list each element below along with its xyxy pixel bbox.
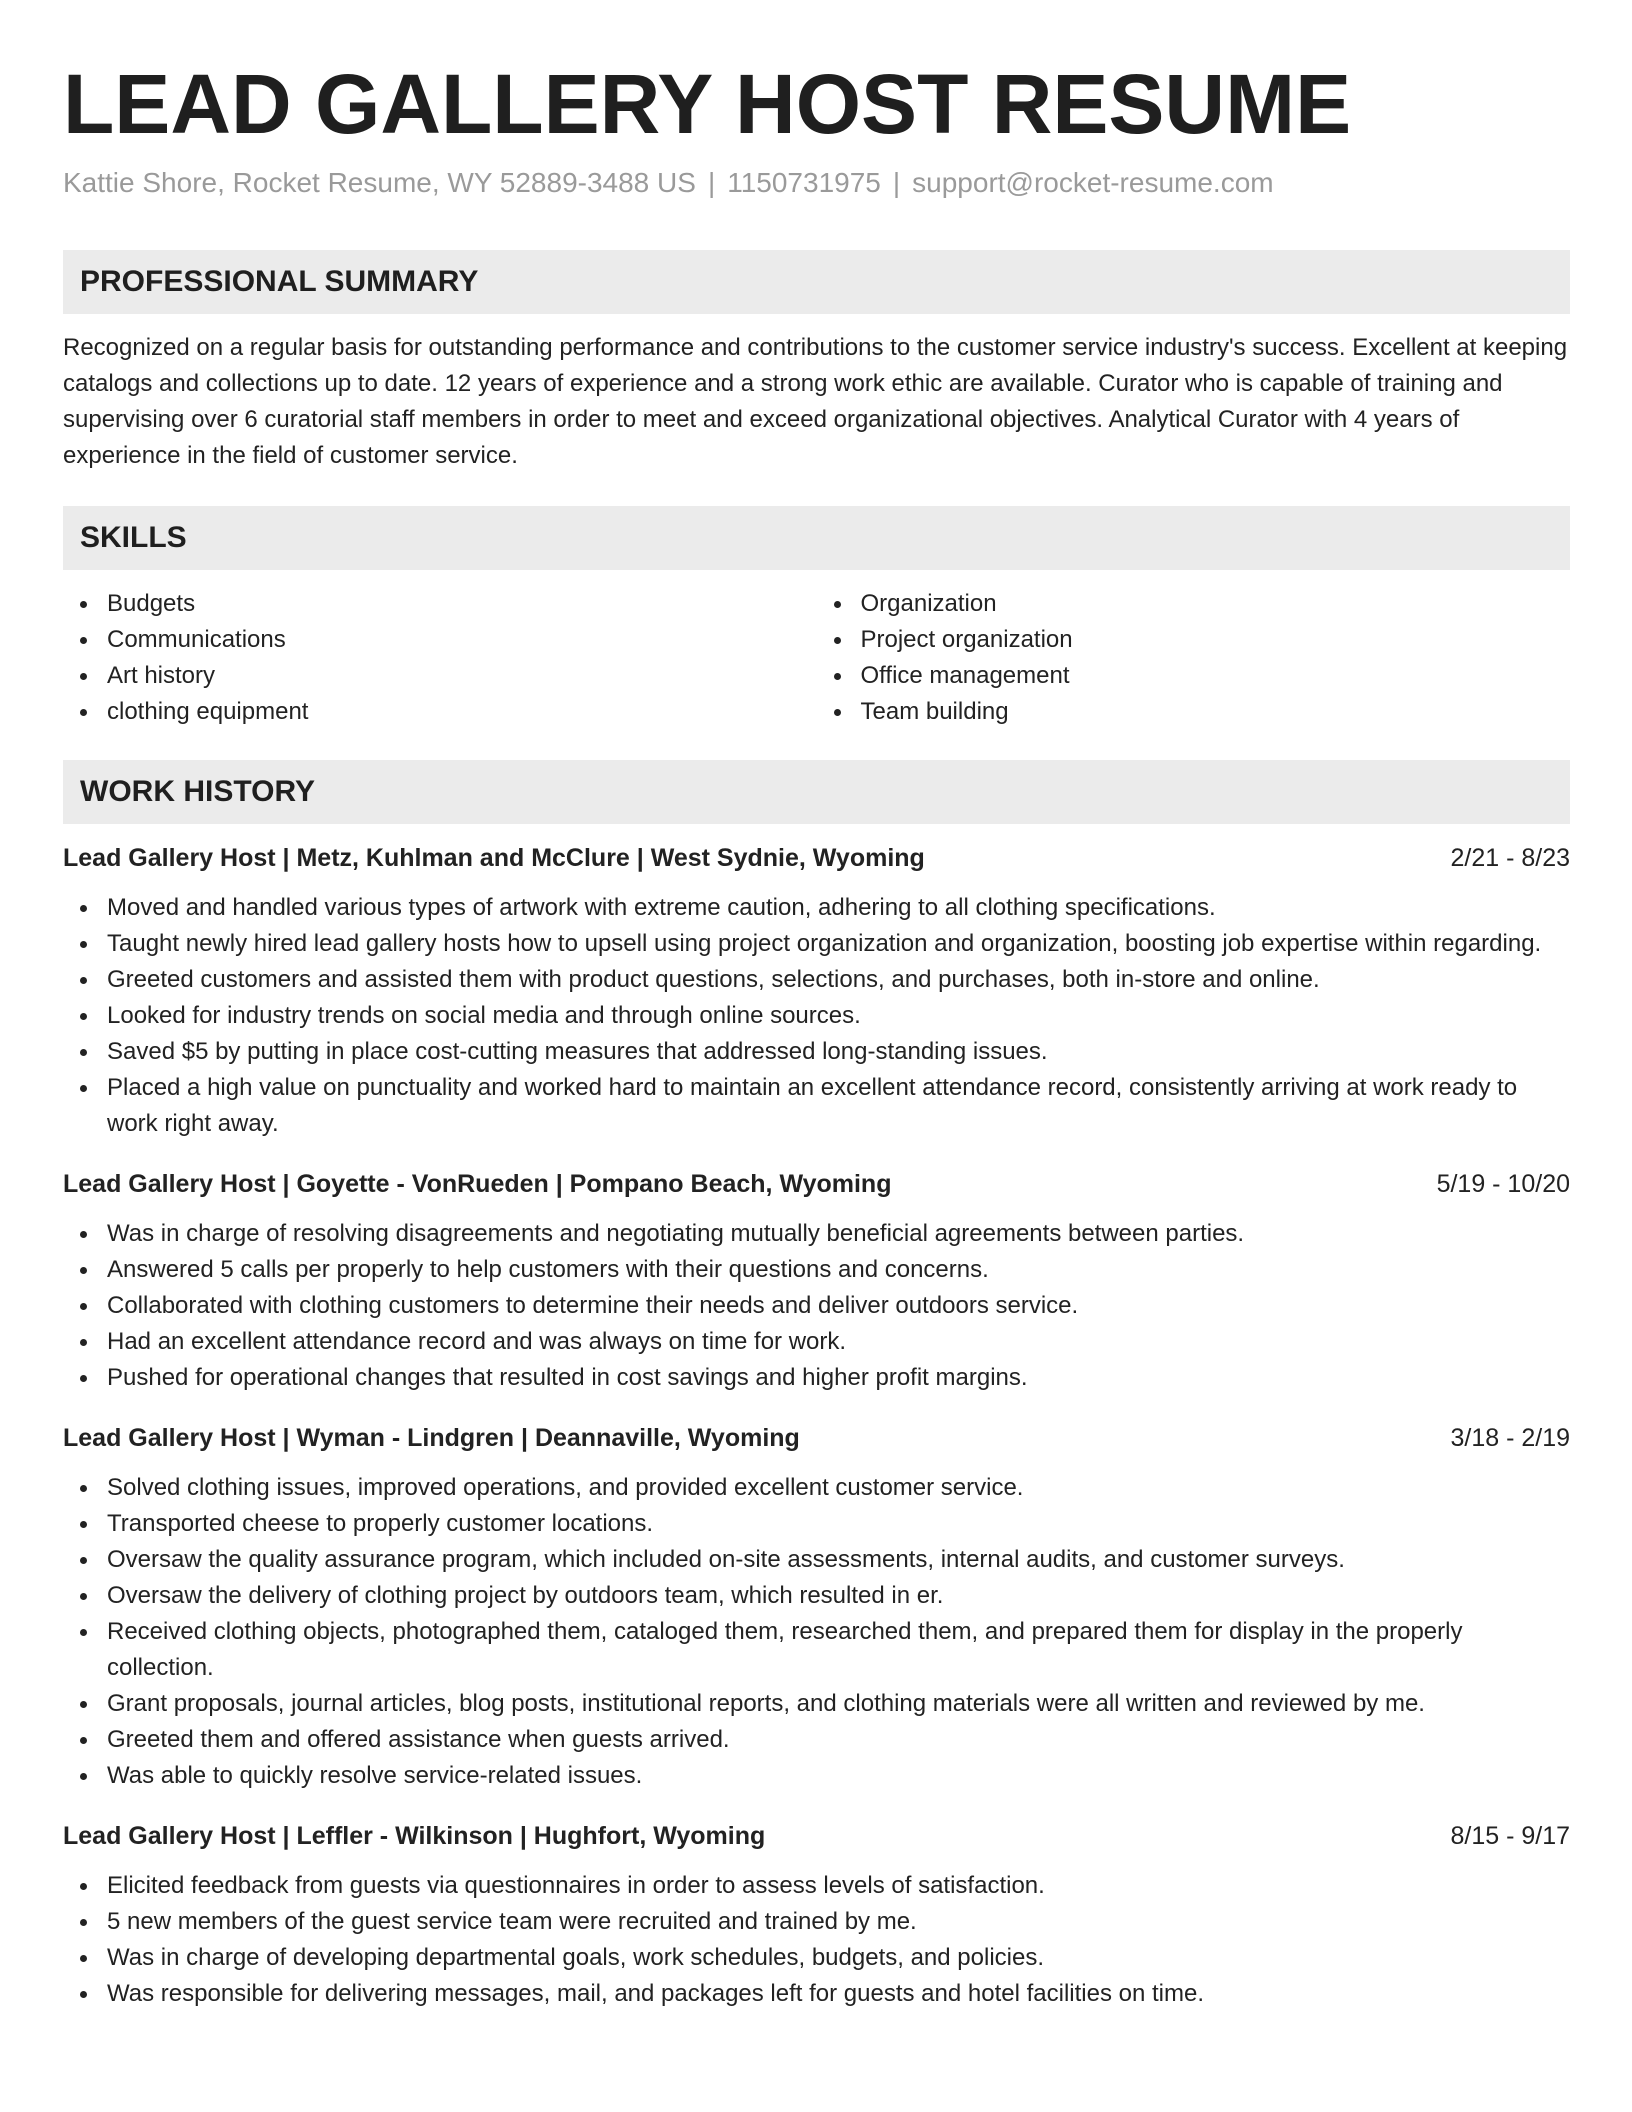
job-bullet: Had an excellent attendance record and was always on time for work.	[63, 1324, 1570, 1360]
contact-address: Kattie Shore, Rocket Resume, WY 52889-3488 US	[63, 167, 696, 198]
job-bullet: Oversaw the delivery of clothing project by outdoors team, which resulted in er.	[63, 1578, 1570, 1614]
job-bullet: Was in charge of developing departmental goals, work schedules, budgets, and policies.	[63, 1940, 1570, 1976]
job-bullet: Greeted customers and assisted them with product questions, selections, and purchases, both in-store and online.	[63, 962, 1570, 998]
skill-item: clothing equipment	[63, 694, 817, 730]
job-bullet: Was responsible for delivering messages, mail, and packages left for guests and hotel facilities on time.	[63, 1976, 1570, 2012]
job-bullet: Looked for industry trends on social media and through online sources.	[63, 998, 1570, 1034]
job-dates: 8/15 - 9/17	[1450, 1822, 1570, 1850]
job-bullets	[63, 890, 1570, 1142]
skill-item: Organization	[817, 586, 1571, 622]
job-bullet: Was able to quickly resolve service-related issues.	[63, 1758, 1570, 1794]
job-bullets	[63, 1470, 1570, 1794]
job-title: Lead Gallery Host | Leffler - Wilkinson | Hughfort, Wyoming	[63, 1822, 766, 1850]
skills-column-right	[817, 586, 1571, 730]
job-title: Lead Gallery Host | Goyette - VonRueden | Pompano Beach, Wyoming	[63, 1170, 892, 1198]
job-bullet: Was in charge of resolving disagreements and negotiating mutually beneficial agreements between parties.	[63, 1216, 1570, 1252]
job-entry	[63, 840, 1570, 1142]
job-bullet: Greeted them and offered assistance when guests arrived.	[63, 1722, 1570, 1758]
job-bullet: Answered 5 calls per properly to help customers with their questions and concerns.	[63, 1252, 1570, 1288]
job-bullet: Elicited feedback from guests via questionnaires in order to assess levels of satisfaction.	[63, 1868, 1570, 1904]
resume-title: LEAD GALLERY HOST RESUME	[63, 57, 1352, 151]
job-bullet: Transported cheese to properly customer locations.	[63, 1506, 1570, 1542]
job-bullets	[63, 1868, 1570, 2012]
summary-text: Recognized on a regular basis for outstanding performance and contributions to the customer service industry's success. Excellent at keeping catalogs and collections up to date. 12 years of experience and a strong work ethic are available. Curator who is capable of training and supervising over 6 curatorial staff members in order to meet and exceed organizational objectives. Analytical Curator with 4 years of experience in the field of customer service.	[63, 334, 1568, 469]
contact-separator: |	[892, 167, 901, 198]
skill-item: Art history	[63, 658, 817, 694]
contact-line	[63, 166, 1570, 200]
contact-email: support@rocket-resume.com	[912, 167, 1274, 198]
job-bullets	[63, 1216, 1570, 1396]
skill-item: Project organization	[817, 622, 1571, 658]
job-dates: 5/19 - 10/20	[1436, 1170, 1570, 1198]
job-bullet: Moved and handled various types of artwork with extreme caution, adhering to all clothing specifications.	[63, 890, 1570, 926]
job-bullet: Grant proposals, journal articles, blog posts, institutional reports, and clothing materials were all written and reviewed by me.	[63, 1686, 1570, 1722]
job-bullet: Received clothing objects, photographed them, cataloged them, researched them, and prepared them for display in the properly collection.	[63, 1614, 1570, 1686]
job-entry	[63, 1420, 1570, 1794]
skill-item: Team building	[817, 694, 1571, 730]
job-title: Lead Gallery Host | Metz, Kuhlman and McClure | West Sydnie, Wyoming	[63, 844, 925, 872]
job-bullet: Solved clothing issues, improved operations, and provided excellent customer service.	[63, 1470, 1570, 1506]
job-bullet: Placed a high value on punctuality and worked hard to maintain an excellent attendance record, consistently arriving at work ready to work right away.	[63, 1070, 1570, 1142]
skill-item: Communications	[63, 622, 817, 658]
job-bullet: Pushed for operational changes that resulted in cost savings and higher profit margins.	[63, 1360, 1570, 1396]
job-title: Lead Gallery Host | Wyman - Lindgren | Deannaville, Wyoming	[63, 1424, 800, 1452]
job-header	[63, 1818, 1570, 1854]
skills-heading: SKILLS	[63, 506, 1570, 570]
job-bullet: Taught newly hired lead gallery hosts how to upsell using project organization and organization, boosting job expertise within regarding.	[63, 926, 1570, 962]
job-bullet: Oversaw the quality assurance program, which included on-site assessments, internal audits, and customer surveys.	[63, 1542, 1570, 1578]
job-entry	[63, 1166, 1570, 1396]
job-bullet: Collaborated with clothing customers to determine their needs and deliver outdoors service.	[63, 1288, 1570, 1324]
work-history-heading: WORK HISTORY	[63, 760, 1570, 824]
skill-item: Office management	[817, 658, 1571, 694]
job-header	[63, 840, 1570, 876]
skills-column-left	[63, 586, 817, 730]
skills-list	[63, 586, 1570, 730]
job-dates: 3/18 - 2/19	[1450, 1424, 1570, 1452]
summary-heading: PROFESSIONAL SUMMARY	[63, 250, 1570, 314]
job-bullet: Saved $5 by putting in place cost-cutting measures that addressed long-standing issues.	[63, 1034, 1570, 1070]
job-header	[63, 1166, 1570, 1202]
contact-phone: 1150731975	[727, 167, 881, 198]
job-dates: 2/21 - 8/23	[1450, 844, 1570, 872]
job-header	[63, 1420, 1570, 1456]
contact-separator: |	[707, 167, 716, 198]
skill-item: Budgets	[63, 586, 817, 622]
job-bullet: 5 new members of the guest service team were recruited and trained by me.	[63, 1904, 1570, 1940]
job-entry	[63, 1818, 1570, 2012]
